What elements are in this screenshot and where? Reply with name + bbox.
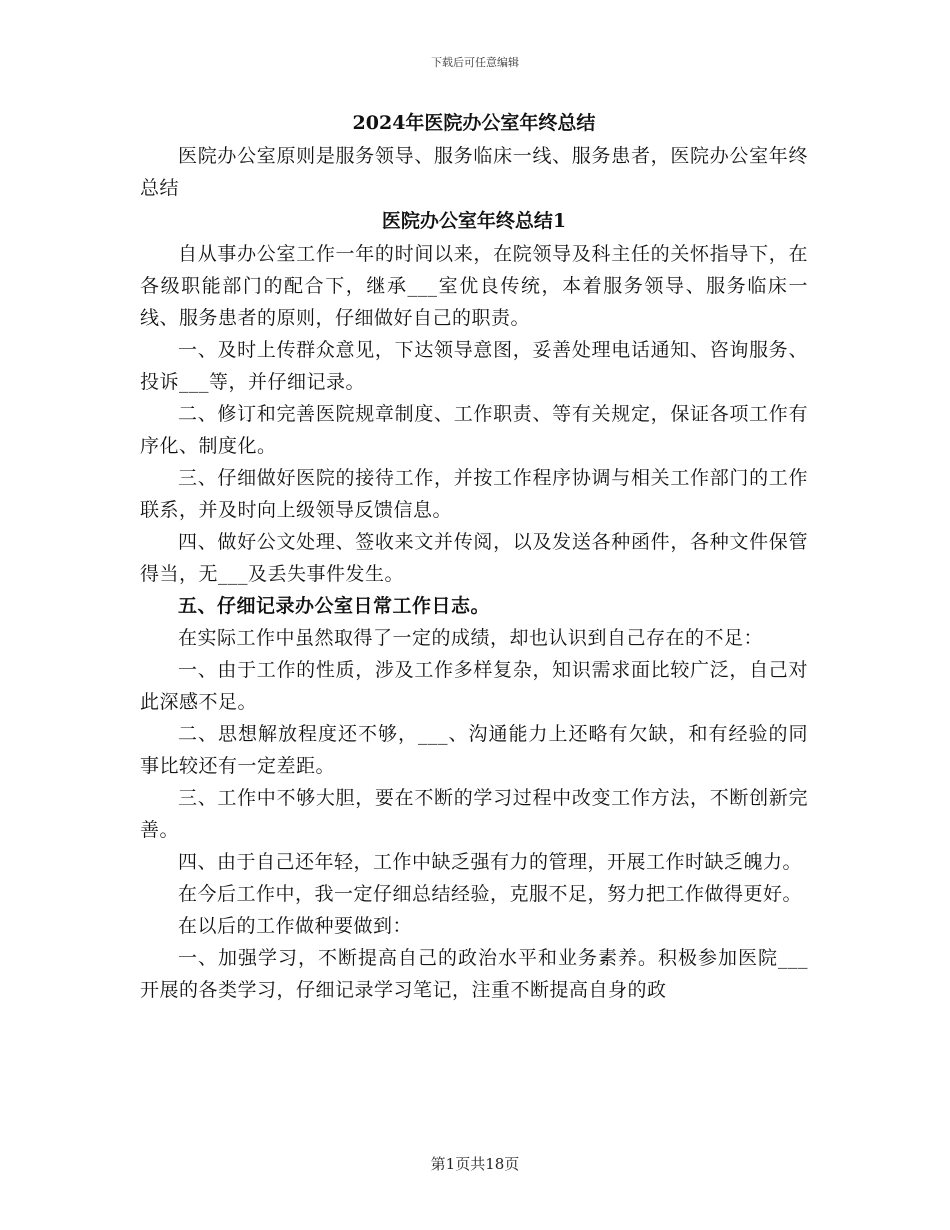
paragraph: 一、由于工作的性质，涉及工作多样复杂，知识需求面比较广泛，自己对此深感不足。 [140,659,808,713]
paragraph: 五、仔细记录办公室日常工作日志。 [178,595,491,617]
paragraph: 二、思想解放程度还不够，___、沟通能力上还略有欠缺，和有经验的同事比较还有一定差距。 [140,723,808,777]
paragraph: 三、仔细做好医院的接待工作，并按工作程序协调与相关工作部门的工作联系，并及时向上级领导反馈信息。 [140,467,808,521]
document-title: 2024年医院办公室年终总结 [352,112,596,134]
paragraph: 一、及时上传群众意见，下达领导意图，妥善处理电话通知、咨询服务、投诉___等，并仔细记录。 [140,339,808,393]
section-title: 医院办公室年终总结1 [381,210,567,232]
paragraph: 在以后的工作做种要做到： [178,915,413,937]
document-body [140,106,808,1006]
paragraph: 二、修订和完善医院规章制度、工作职责、等有关规定，保证各项工作有序化、制度化。 [140,403,808,457]
paragraph: 自从事办公室工作一年的时间以来，在院领导及科主任的关怀指导下，在各级职能部门的配合下，继承___室优良传统，本着服务领导、服务临床一线、服务患者的原则，仔细做好自己的职责。 [140,243,808,329]
paragraph: 在今后工作中，我一定仔细总结经验，克服不足，努力把工作做得更好。 [178,883,803,905]
paragraph-list [140,238,808,1006]
paragraph: 一、加强学习，不断提高自己的政治水平和业务素养。积极参加医院___开展的各类学习，仔细记录学习笔记，注重不断提高自身的政 [140,947,808,1001]
header-note: 下载后可任意编辑 [431,56,519,69]
paragraph: 在实际工作中虽然取得了一定的成绩，却也认识到自己存在的不足： [178,627,764,649]
paragraph: 四、做好公文处理、签收来文并传阅，以及发送各种函件，各种文件保管得当，无___及丢失事件发生。 [140,531,808,585]
intro-paragraph: 医院办公室原则是服务领导、服务临床一线、服务患者，医院办公室年终总结 [140,145,808,199]
page-footer: 第1页共18页 [430,1155,520,1173]
paragraph: 三、工作中不够大胆，要在不断的学习过程中改变工作方法，不断创新完善。 [140,787,808,841]
paragraph: 四、由于自己还年轻，工作中缺乏强有力的管理，开展工作时缺乏魄力。 [178,851,803,873]
